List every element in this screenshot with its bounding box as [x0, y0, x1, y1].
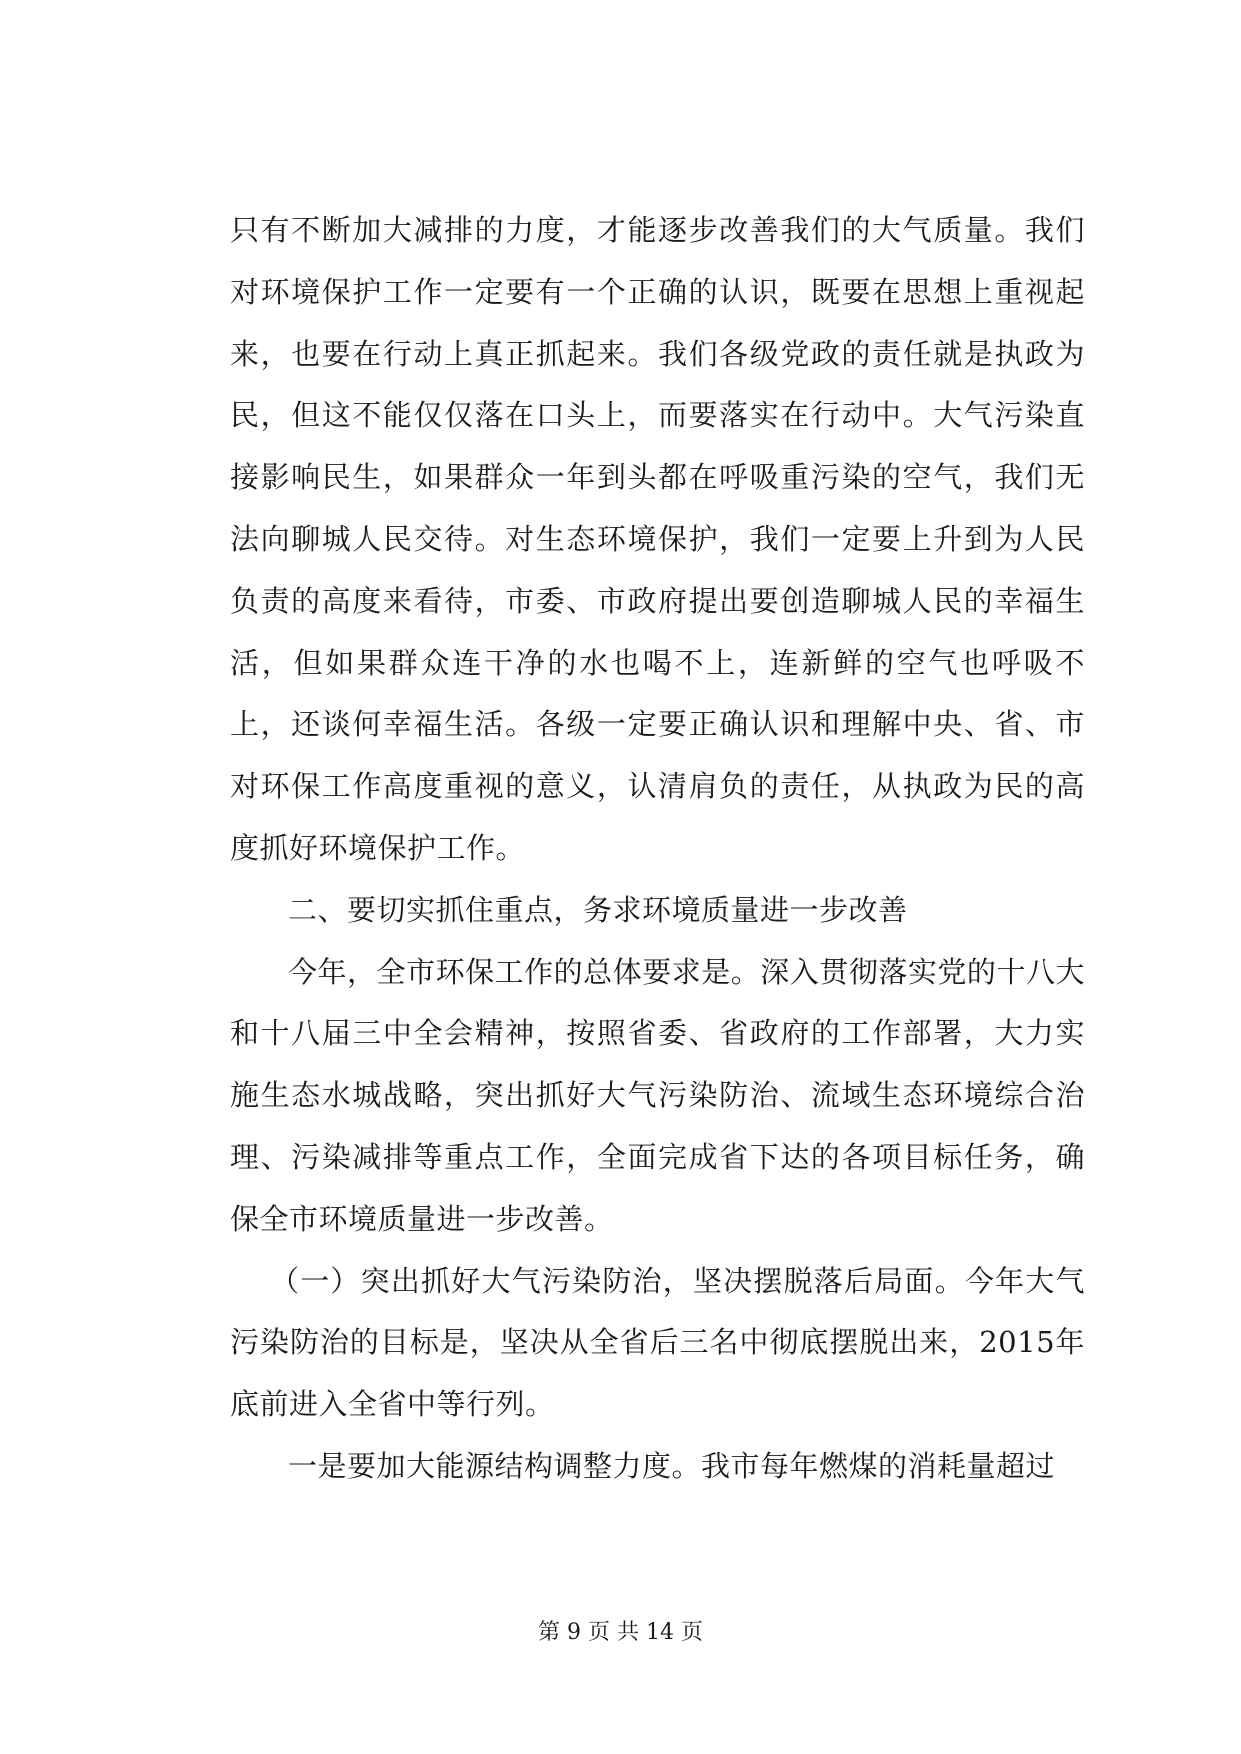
section-heading: 二、要切实抓住重点，务求环境质量进一步改善	[288, 892, 908, 927]
document-body	[230, 200, 1085, 1498]
paragraph-air-pollution: （一）突出抓好大气污染防治，坚决摆脱落后局面。今年大气污染防治的目标是，坚决从全省后三名中彻底摆脱出来，2015年底前进入全省中等行列。	[230, 1263, 1085, 1422]
page-footer	[0, 1618, 1241, 1648]
paragraph-continuation: 只有不断加大减排的力度，才能逐步改善我们的大气质量。我们对环境保护工作一定要有一个正确的认识，既要在思想上重视起来，也要在行动上真正抓起来。我们各级党政的责任就是执政为民，但这不能仅仅落在口头上，而要落实在行动中。大气污染直接影响民生，如果群众一年到头都在呼吸重污染的空气，我们无法向聊城人民交待。对生态环境保护，我们一定要上升到为人民负责的高度来看待，市委、市政府提出要创造聊城人民的幸福生活，但如果群众连干净的水也喝不上，连新鲜的空气也呼吸不上，还谈何幸福生活。各级一定要正确认识和理解中央、省、市对环保工作高度重视的意义，认清肩负的责任，从执政为民的高度抓好环境保护工作。	[230, 213, 1085, 865]
paragraph-general-requirements: 今年，全市环保工作的总体要求是。深入贯彻落实党的十八大和十八届三中全会精神，按照省委、省政府的工作部署，大力实施生态水城战略，突出抓好大气污染防治、流域生态环境综合治理、污染减排等重点工作，全面完成省下达的各项目标任务，确保全市环境质量进一步改善。	[230, 954, 1085, 1236]
paragraph-energy-structure: 一是要加大能源结构调整力度。我市每年燃煤的消耗量超过	[288, 1448, 1056, 1483]
page-number-label: 第 9 页 共 14 页	[538, 1620, 703, 1645]
